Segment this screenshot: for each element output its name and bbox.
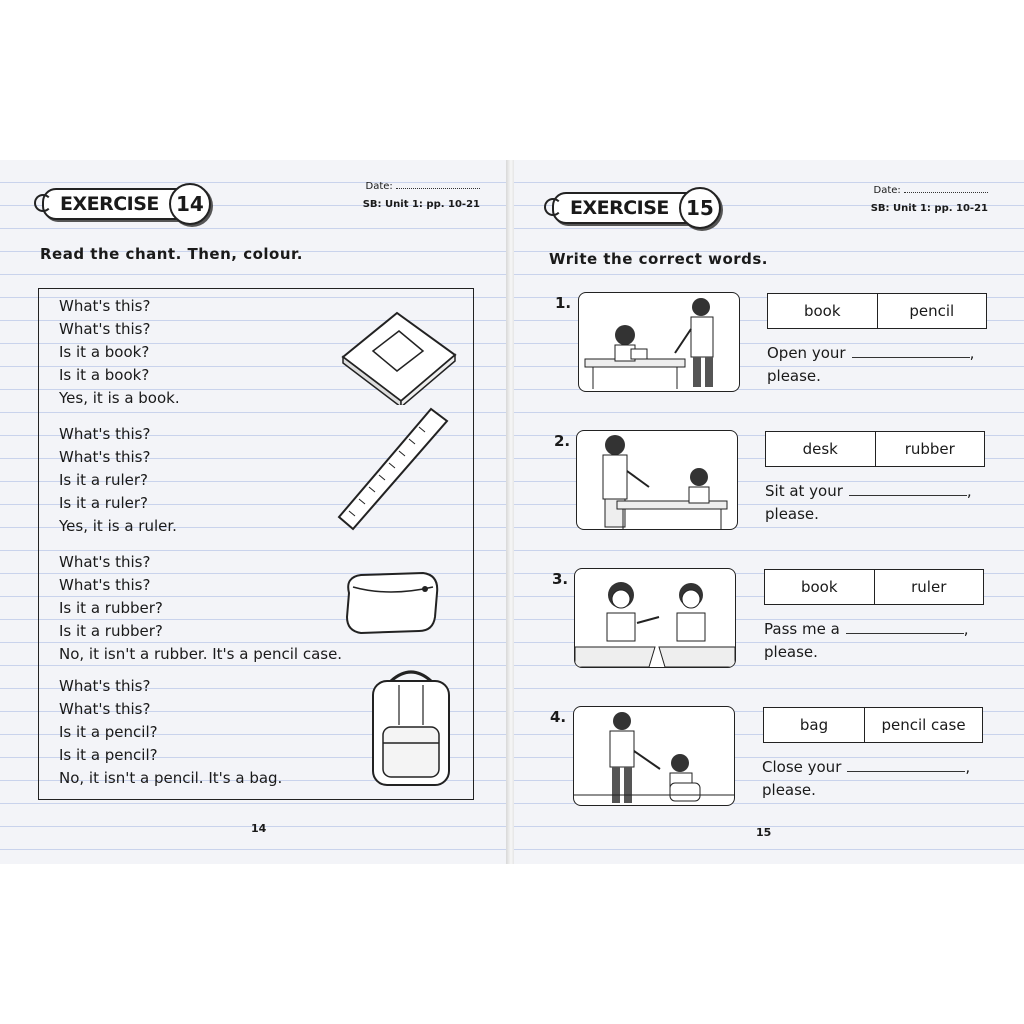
exercise-label: EXERCISE	[552, 192, 717, 224]
date-label: Date:	[365, 181, 393, 192]
verse	[59, 295, 180, 410]
answer-blank[interactable]	[846, 619, 964, 634]
question-number: 1.	[555, 294, 572, 312]
exercise-label: EXERCISE	[42, 188, 207, 220]
bag-illustration	[365, 667, 457, 791]
chant-line: Is it a pencil?	[59, 723, 158, 741]
chant-line: What's this?	[59, 553, 151, 571]
chant-line: Is it a ruler?	[59, 494, 148, 512]
chant-line: Is it a rubber?	[59, 599, 163, 617]
word-box	[763, 707, 983, 743]
chant-line: No, it isn't a pencil. It's a bag.	[59, 769, 283, 787]
date-field[interactable]	[904, 182, 988, 193]
question-3-picture	[574, 568, 736, 668]
chant-line: What's this?	[59, 297, 151, 315]
sentence-end: please.	[764, 643, 818, 661]
word-option: ruler	[874, 570, 984, 604]
answer-blank[interactable]	[852, 343, 970, 358]
chant-line: No, it isn't a rubber. It's a pencil case.	[59, 645, 343, 663]
instruction: Read the chant. Then, colour.	[40, 245, 303, 263]
sentence-end: please.	[767, 367, 821, 385]
answer-blank[interactable]	[847, 757, 965, 772]
question-4-picture	[573, 706, 735, 806]
sb-reference: SB: Unit 1: pp. 10-21	[870, 203, 988, 214]
chant-line: What's this?	[59, 576, 151, 594]
chant-line: What's this?	[59, 677, 151, 695]
word-option: rubber	[875, 432, 985, 466]
word-box	[765, 431, 985, 467]
chant-box	[38, 288, 474, 800]
question-number: 4.	[550, 708, 567, 726]
sentence-start: Open your	[767, 344, 846, 362]
sentence-end: please.	[762, 781, 816, 799]
verse	[59, 551, 342, 666]
exercise-number: 14	[169, 183, 211, 225]
exercise-14-badge	[42, 188, 207, 220]
exercise-15-badge	[552, 192, 717, 224]
chant-line: What's this?	[59, 448, 151, 466]
question-number: 2.	[554, 432, 571, 450]
left-meta	[340, 178, 480, 214]
word-option: book	[803, 302, 841, 320]
sentence-start: Close your	[762, 758, 842, 776]
word-option: pencil case	[864, 708, 982, 742]
question-number: 3.	[552, 570, 569, 588]
sentence: Pass me a , please.	[764, 618, 969, 664]
word-option: bag	[799, 716, 829, 734]
instruction: Write the correct words.	[549, 250, 769, 268]
exercise-number: 15	[679, 187, 721, 229]
word-option: book	[800, 578, 838, 596]
page-number: 14	[251, 822, 267, 835]
answer-blank[interactable]	[849, 481, 967, 496]
verse	[59, 423, 177, 538]
sentence: Sit at your , please.	[765, 480, 972, 526]
chant-line: Is it a book?	[59, 343, 150, 361]
chant-line: What's this?	[59, 700, 151, 718]
sentence-start: Pass me a	[764, 620, 840, 638]
word-option: pencil	[877, 294, 987, 328]
page-number: 15	[756, 826, 772, 839]
question-1-picture	[578, 292, 740, 392]
question-2-picture	[576, 430, 738, 530]
chant-line: Is it a ruler?	[59, 471, 148, 489]
pencil-case-illustration	[339, 567, 443, 637]
chant-line: Is it a rubber?	[59, 622, 163, 640]
sentence-start: Sit at your	[765, 482, 843, 500]
chant-line: Is it a book?	[59, 366, 150, 384]
chant-line: Yes, it is a ruler.	[59, 517, 177, 535]
sentence: Open your , please.	[767, 342, 974, 388]
word-box	[764, 569, 984, 605]
ruler-illustration	[335, 405, 451, 531]
word-box	[767, 293, 987, 329]
book-illustration	[339, 309, 459, 405]
date-field[interactable]	[396, 178, 480, 189]
curl-ornament-icon	[34, 194, 52, 212]
chant-line: Is it a pencil?	[59, 746, 158, 764]
sentence: Close your , please.	[762, 756, 970, 802]
chant-line: Yes, it is a book.	[59, 389, 180, 407]
chant-line: What's this?	[59, 425, 151, 443]
chant-line: What's this?	[59, 320, 151, 338]
sb-reference: SB: Unit 1: pp. 10-21	[362, 199, 480, 210]
verse	[59, 675, 282, 790]
word-option: desk	[802, 440, 838, 458]
curl-ornament-icon	[544, 198, 562, 216]
date-label: Date:	[873, 185, 901, 196]
right-meta	[848, 182, 988, 218]
sentence-end: please.	[765, 505, 819, 523]
